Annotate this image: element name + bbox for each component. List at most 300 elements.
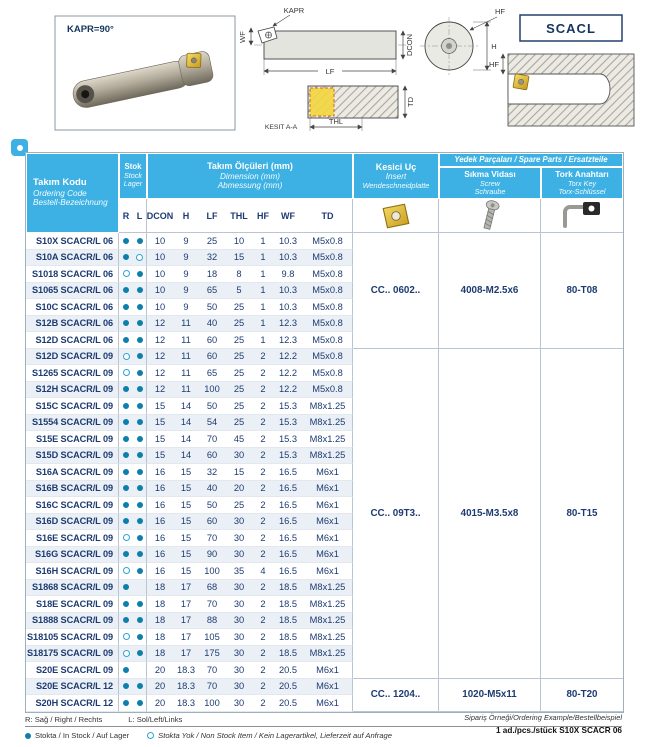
dim-value-cell: 1 — [253, 332, 273, 349]
stock-cell-l — [133, 563, 147, 580]
insert-icon — [187, 53, 201, 67]
stock-cell-l — [133, 349, 147, 366]
insert-title-de: Wendeschneidplatte — [362, 180, 430, 190]
dim-value-cell: M5x0.8 — [303, 283, 353, 300]
dim-value-cell: 9 — [173, 283, 199, 300]
in-stock-dot — [137, 337, 143, 343]
torx-header — [541, 167, 623, 233]
col-header-wf: WF — [273, 199, 303, 233]
ordering-code-header — [26, 153, 119, 233]
stock-cell-r — [119, 431, 133, 448]
dim-value-cell: 10 — [147, 283, 173, 300]
col-header-td: TD — [303, 199, 353, 233]
torx-title-en: Torx Key — [567, 178, 597, 188]
dim-value-cell: 2 — [253, 530, 273, 547]
dim-value-cell: 1 — [253, 233, 273, 250]
tool-code-cell: S12B SCACR/L 06 — [26, 316, 119, 333]
dim-value-cell: 9 — [173, 250, 199, 267]
footer-left-hand-label: L: Sol/Left/Links — [128, 715, 183, 724]
stock-header — [119, 153, 147, 199]
dim-value-cell: 18.5 — [273, 613, 303, 630]
dim-value-cell: 18.3 — [173, 662, 199, 679]
dim-value-cell: 68 — [199, 580, 225, 597]
tool-code-cell: S16D SCACR/L 09 — [26, 514, 119, 531]
in-stock-dot — [137, 568, 143, 574]
stock-cell-r — [119, 250, 133, 267]
dim-value-cell: 25 — [199, 233, 225, 250]
dim-value-cell: 10.3 — [273, 250, 303, 267]
dim-value-cell: 25 — [225, 299, 253, 316]
ordering-example-label: Sipariş Örneği/Ordering Example/Bestellbeispiel — [464, 713, 622, 722]
dim-value-cell: M5x0.8 — [303, 233, 353, 250]
insert-icon — [513, 74, 529, 90]
ordering-code-title-tr: Takım Kodu — [33, 177, 87, 189]
tool-code-cell: S16B SCACR/L 09 — [26, 481, 119, 498]
torx-icon-area — [541, 199, 623, 233]
dim-value-cell: 14 — [173, 448, 199, 465]
dimensions-title-en: Dimension (mm) — [219, 171, 281, 181]
dim-value-cell: 100 — [199, 695, 225, 712]
dim-value-cell: 50 — [199, 497, 225, 514]
tool-code-cell: S10C SCACR/L 06 — [26, 299, 119, 316]
dim-value-cell: 16.5 — [273, 547, 303, 564]
non-stock-dot — [136, 254, 143, 261]
dim-value-cell: M5x0.8 — [303, 332, 353, 349]
screw-title-de: Schraube — [474, 186, 506, 196]
dim-value-cell: 30 — [225, 514, 253, 531]
in-stock-dot — [137, 403, 143, 409]
dim-value-cell: 15 — [173, 481, 199, 498]
dim-value-cell: 16.5 — [273, 563, 303, 580]
dim-value-cell: 175 — [199, 646, 225, 663]
dim-value-cell: 20.5 — [273, 679, 303, 696]
dim-value-cell: 54 — [199, 415, 225, 432]
dim-value-cell: 12 — [147, 316, 173, 333]
in-stock-dot — [137, 287, 143, 293]
dim-value-cell: 35 — [225, 563, 253, 580]
dim-value-cell: M6x1 — [303, 530, 353, 547]
stock-cell-l — [133, 497, 147, 514]
dim-value-cell: 15 — [147, 415, 173, 432]
dim-value-cell: 1 — [253, 316, 273, 333]
dim-value-cell: 15 — [147, 448, 173, 465]
dim-value-cell: 1 — [253, 283, 273, 300]
dim-value-cell: 30 — [225, 596, 253, 613]
dim-value-cell: M5x0.8 — [303, 266, 353, 283]
dim-value-cell: 90 — [199, 547, 225, 564]
dim-value-cell: 10.3 — [273, 299, 303, 316]
dim-value-cell: 16 — [147, 481, 173, 498]
tool-code-cell: S12H SCACR/L 09 — [26, 382, 119, 399]
dim-value-cell: 2 — [253, 547, 273, 564]
non-stock-dot — [123, 353, 130, 360]
dim-value-cell: 32 — [199, 250, 225, 267]
stock-cell-r — [119, 497, 133, 514]
torx-group-cell: 80-T20 — [541, 679, 623, 712]
tool-code-cell: S10X SCACR/L 06 — [26, 233, 119, 250]
dim-value-cell: 15 — [173, 530, 199, 547]
dim-value-cell: 18 — [147, 596, 173, 613]
in-stock-dot — [137, 518, 143, 524]
tool-code-cell: S1554 SCACR/L 09 — [26, 415, 119, 432]
dim-value-cell: M5x0.8 — [303, 382, 353, 399]
dim-value-cell: 15 — [147, 398, 173, 415]
tool-code-cell: S15E SCACR/L 09 — [26, 431, 119, 448]
dim-value-cell: 18 — [147, 646, 173, 663]
dim-value-cell: 18 — [199, 266, 225, 283]
dim-value-cell: 2 — [253, 382, 273, 399]
in-stock-dot — [137, 436, 143, 442]
dim-value-cell: M8x1.25 — [303, 431, 353, 448]
screw-group-cell: 4008-M2.5x6 — [439, 233, 541, 349]
dim-value-cell: 30 — [225, 662, 253, 679]
dim-value-cell: 40 — [199, 316, 225, 333]
dim-value-cell: M8x1.25 — [303, 596, 353, 613]
dim-value-cell: 18.5 — [273, 596, 303, 613]
screw-group-cell: 1020-M5x11 — [439, 679, 541, 712]
dim-value-cell: M5x0.8 — [303, 316, 353, 333]
dim-value-cell: 30 — [225, 679, 253, 696]
in-stock-dot — [123, 551, 129, 557]
dim-value-cell: 20 — [147, 679, 173, 696]
tool-code-cell: S16E SCACR/L 09 — [26, 530, 119, 547]
hf-dim-label: HF — [495, 7, 505, 16]
hf-dim-label: HF — [489, 60, 499, 69]
stock-cell-r — [119, 481, 133, 498]
dim-value-cell: 9 — [173, 233, 199, 250]
dim-value-cell: 12 — [147, 382, 173, 399]
tool-code-cell: S20E SCACR/L 12 — [26, 679, 119, 696]
side-view-drawing — [238, 6, 414, 76]
dim-value-cell: M5x0.8 — [303, 250, 353, 267]
dim-value-cell: 10 — [225, 233, 253, 250]
col-header-hf: HF — [253, 199, 273, 233]
dim-value-cell: 12.2 — [273, 382, 303, 399]
in-stock-dot — [123, 337, 129, 343]
stock-cell-r — [119, 580, 133, 597]
dim-value-cell: 2 — [253, 629, 273, 646]
dim-value-cell: 2 — [253, 662, 273, 679]
dimensions-header — [147, 153, 353, 199]
dim-value-cell: 12.3 — [273, 316, 303, 333]
non-stock-dot — [123, 633, 130, 640]
stock-cell-r — [119, 398, 133, 415]
tool-code-cell: S1888 SCACR/L 09 — [26, 613, 119, 630]
dim-value-cell: 1 — [253, 266, 273, 283]
dim-value-cell: 18.3 — [173, 679, 199, 696]
stock-cell-r — [119, 266, 133, 283]
dimensions-title-tr: Takım Ölçüleri (mm) — [207, 161, 293, 172]
dim-value-cell: 25 — [225, 398, 253, 415]
dim-value-cell: 10 — [147, 266, 173, 283]
insert-header-label — [353, 153, 439, 199]
dim-value-cell: M5x0.8 — [303, 365, 353, 382]
stock-cell-l — [133, 695, 147, 712]
in-stock-dot — [137, 271, 143, 277]
dim-value-cell: 30 — [225, 629, 253, 646]
thl-dim-label: THL — [328, 117, 344, 126]
stock-cell-r — [119, 596, 133, 613]
stock-cell-r — [119, 349, 133, 366]
in-stock-dot — [137, 634, 143, 640]
torx-header-label — [541, 167, 623, 199]
in-stock-dot — [137, 601, 143, 607]
dim-value-cell: 16 — [147, 530, 173, 547]
in-stock-dot — [123, 700, 129, 706]
in-stock-dot — [25, 733, 31, 739]
dim-value-cell: 16 — [147, 563, 173, 580]
tool-code-cell: S18175 SCACR/L 09 — [26, 646, 119, 663]
dim-value-cell: 1 — [253, 250, 273, 267]
dim-value-cell: 65 — [199, 365, 225, 382]
dim-value-cell: 18.3 — [173, 695, 199, 712]
torx-title-tr: Tork Anahtarı — [555, 168, 609, 179]
screw-header — [439, 167, 541, 233]
screw-group-cell: 4015-M3.5x8 — [439, 349, 541, 679]
dim-value-cell: 15.3 — [273, 398, 303, 415]
stock-cell-l — [133, 283, 147, 300]
dim-value-cell: 2 — [253, 448, 273, 465]
col-header-lf: LF — [199, 199, 225, 233]
non-stock-dot — [123, 650, 130, 657]
stock-cell-l — [133, 547, 147, 564]
dim-value-cell: 2 — [253, 464, 273, 481]
dim-value-cell: 2 — [253, 365, 273, 382]
dim-value-cell: 16 — [147, 514, 173, 531]
stock-cell-l — [133, 580, 147, 597]
stock-cell-r — [119, 613, 133, 630]
stock-cell-r — [119, 679, 133, 696]
in-stock-dot — [137, 485, 143, 491]
tool-code-cell: S16C SCACR/L 09 — [26, 497, 119, 514]
kapr-90-label: KAPR=90° — [67, 24, 114, 35]
dim-value-cell: 100 — [199, 563, 225, 580]
in-stock-dot — [123, 254, 129, 260]
in-stock-dot — [137, 650, 143, 656]
tool-photo — [55, 16, 235, 130]
dim-value-cell: 17 — [173, 596, 199, 613]
dim-value-cell: 25 — [225, 349, 253, 366]
spare-parts-header: Yedek Parçaları / Spare Parts / Ersatzteile — [439, 153, 623, 167]
stock-cell-r — [119, 662, 133, 679]
screw-header-label — [439, 167, 541, 199]
dim-value-cell: 14 — [173, 398, 199, 415]
dim-value-cell: 20 — [147, 695, 173, 712]
stock-title-de: Lager — [123, 179, 143, 189]
in-stock-dot — [137, 452, 143, 458]
screw-title-tr: Sıkma Vidası — [464, 168, 516, 179]
stock-cell-l — [133, 382, 147, 399]
dim-value-cell: 11 — [173, 365, 199, 382]
dim-value-cell: 14 — [173, 415, 199, 432]
tool-code-cell: S1065 SCACR/L 06 — [26, 283, 119, 300]
dim-value-cell: 18.5 — [273, 580, 303, 597]
in-stock-dot — [137, 386, 143, 392]
stock-cell-r — [119, 695, 133, 712]
tool-code-cell: S1868 SCACR/L 09 — [26, 580, 119, 597]
tool-code-cell: S1265 SCACR/L 09 — [26, 365, 119, 382]
dim-value-cell: 15 — [173, 547, 199, 564]
dim-value-cell: 2 — [253, 431, 273, 448]
dim-value-cell: M5x0.8 — [303, 299, 353, 316]
dim-value-cell: M6x1 — [303, 695, 353, 712]
footer-stock-legend — [25, 731, 392, 740]
dim-value-cell: M5x0.8 — [303, 349, 353, 366]
stock-cell-l — [133, 464, 147, 481]
dim-value-cell: 10 — [147, 299, 173, 316]
dim-value-cell: 9.8 — [273, 266, 303, 283]
dim-value-cell: 100 — [199, 382, 225, 399]
ordering-code-title-de: Bestell-Bezeichnung — [33, 198, 108, 208]
dim-value-cell: 11 — [173, 349, 199, 366]
dim-value-cell: 15 — [173, 563, 199, 580]
dim-value-cell: 12 — [147, 332, 173, 349]
dim-value-cell: 16.5 — [273, 530, 303, 547]
stock-cell-r — [119, 283, 133, 300]
dim-value-cell: 10.3 — [273, 283, 303, 300]
section-aa-label: KESIT A-A — [264, 124, 298, 131]
dim-value-cell: 2 — [253, 646, 273, 663]
in-stock-legend-label: Stokta / In Stock / Auf Lager — [35, 731, 130, 740]
dim-value-cell: 60 — [199, 514, 225, 531]
in-stock-dot — [123, 320, 129, 326]
dim-value-cell: 2 — [253, 481, 273, 498]
h-dim-label: H — [491, 42, 497, 51]
dim-value-cell: 2 — [253, 497, 273, 514]
dim-value-cell: 15 — [173, 514, 199, 531]
dim-value-cell: 2 — [253, 415, 273, 432]
dim-value-cell: 18 — [147, 613, 173, 630]
dim-value-cell: 9 — [173, 266, 199, 283]
dim-value-cell: 30 — [225, 448, 253, 465]
in-stock-dot — [137, 370, 143, 376]
dim-value-cell: 17 — [173, 613, 199, 630]
dim-value-cell: 70 — [199, 662, 225, 679]
dim-value-cell: 12.2 — [273, 349, 303, 366]
dim-value-cell: 25 — [225, 332, 253, 349]
dim-value-cell: 2 — [253, 580, 273, 597]
dim-value-cell: 2 — [253, 349, 273, 366]
dim-value-cell: 16.5 — [273, 481, 303, 498]
dim-value-cell: 25 — [225, 365, 253, 382]
torx-group-cell: 80-T15 — [541, 349, 623, 679]
stock-cell-l — [133, 679, 147, 696]
scacl-drawing — [489, 15, 634, 126]
dim-value-cell: 14 — [173, 431, 199, 448]
catalog-table — [25, 152, 624, 713]
dim-value-cell: 16 — [147, 497, 173, 514]
dim-value-cell: 5 — [225, 283, 253, 300]
stock-cell-l — [133, 365, 147, 382]
non-stock-dot — [123, 567, 130, 574]
stock-cell-l — [133, 530, 147, 547]
kapr-dim-label: KAPR — [283, 6, 305, 15]
non-stock-dot — [147, 732, 154, 739]
dim-value-cell: 40 — [199, 481, 225, 498]
dim-value-cell: 10 — [147, 250, 173, 267]
stock-cell-l — [133, 332, 147, 349]
dim-value-cell: 15 — [173, 464, 199, 481]
in-stock-dot — [123, 452, 129, 458]
dim-value-cell: 12 — [147, 349, 173, 366]
ordering-example-value: 1 ad./pcs./stück S10X SCACR 06 — [495, 726, 622, 735]
dimensions-title-de: Abmessung (mm) — [217, 181, 283, 191]
stock-cell-r — [119, 514, 133, 531]
dim-value-cell: 2 — [253, 398, 273, 415]
tool-code-cell: S10A SCACR/L 06 — [26, 250, 119, 267]
dim-value-cell: 30 — [225, 547, 253, 564]
dim-value-cell: M8x1.25 — [303, 646, 353, 663]
dim-value-cell: 30 — [225, 646, 253, 663]
footer-rl-legend — [25, 715, 182, 724]
dim-value-cell: 88 — [199, 613, 225, 630]
dim-value-cell: 16 — [147, 464, 173, 481]
dim-value-cell: 11 — [173, 382, 199, 399]
stock-cell-r — [119, 332, 133, 349]
dim-value-cell: 18 — [147, 580, 173, 597]
dim-value-cell: M8x1.25 — [303, 448, 353, 465]
in-stock-dot — [137, 535, 143, 541]
insert-title-en: Insert — [385, 172, 407, 182]
dim-value-cell: 11 — [173, 332, 199, 349]
in-stock-dot — [123, 617, 129, 623]
stock-cell-l — [133, 662, 147, 679]
dim-value-cell: 2 — [253, 695, 273, 712]
dim-value-cell: 18 — [147, 629, 173, 646]
dim-value-cell: 2 — [253, 613, 273, 630]
insert-icon — [374, 200, 418, 232]
torx-key-icon — [559, 200, 605, 232]
in-stock-dot — [137, 469, 143, 475]
in-stock-dot — [123, 304, 129, 310]
dim-value-cell: 30 — [225, 580, 253, 597]
in-stock-dot — [123, 287, 129, 293]
footer-right-hand-label: R: Sağ / Right / Rechts — [25, 715, 103, 724]
dim-value-cell: M6x1 — [303, 497, 353, 514]
dim-value-cell: 2 — [253, 514, 273, 531]
stock-cell-l — [133, 596, 147, 613]
insert-group-cell: CC.. 1204.. — [353, 679, 439, 712]
dim-value-cell: 12 — [147, 365, 173, 382]
wf-dim-label: WF — [238, 31, 247, 43]
dim-value-cell: 30 — [225, 530, 253, 547]
stock-cell-l — [133, 613, 147, 630]
dim-value-cell: 20 — [225, 481, 253, 498]
stock-cell-l — [133, 448, 147, 465]
tool-code-cell: S1018 SCACR/L 06 — [26, 266, 119, 283]
dim-value-cell: 30 — [225, 695, 253, 712]
in-stock-dot — [137, 683, 143, 689]
tab-hole — [17, 145, 23, 151]
tool-code-cell: S16A SCACR/L 09 — [26, 464, 119, 481]
stock-cell-r — [119, 382, 133, 399]
dim-value-cell: 25 — [225, 316, 253, 333]
dim-value-cell: M6x1 — [303, 464, 353, 481]
dim-value-cell: 25 — [225, 382, 253, 399]
stock-cell-l — [133, 646, 147, 663]
stock-cell-r — [119, 365, 133, 382]
dim-value-cell: 2 — [253, 596, 273, 613]
dim-value-cell: 15 — [173, 497, 199, 514]
dim-value-cell: 105 — [199, 629, 225, 646]
dim-value-cell: 25 — [225, 415, 253, 432]
dim-value-cell: 60 — [199, 332, 225, 349]
stock-cell-r — [119, 629, 133, 646]
col-header-thl: THL — [225, 199, 253, 233]
stock-title-tr: Stok — [124, 162, 142, 172]
stock-cell-r — [119, 415, 133, 432]
col-header-h: H — [173, 199, 199, 233]
